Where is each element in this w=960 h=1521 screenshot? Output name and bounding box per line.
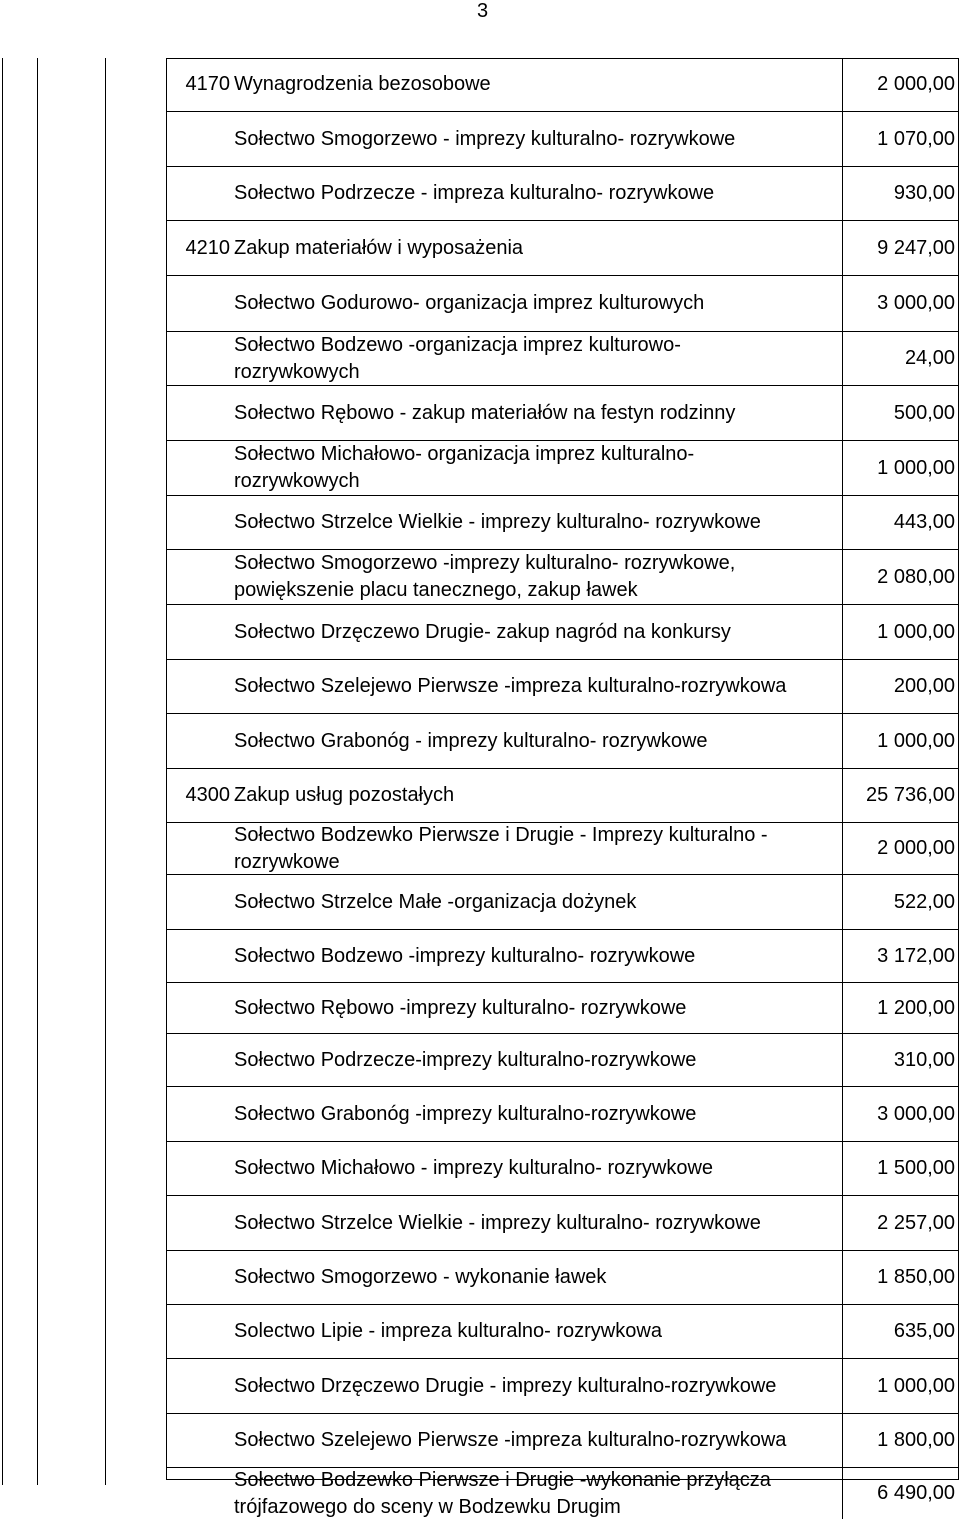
row-code: 4300 xyxy=(185,784,230,806)
table-row xyxy=(166,769,959,823)
page-number: 3 xyxy=(476,0,489,22)
row-amount: 3 000,00 xyxy=(877,1102,955,1125)
table-row xyxy=(166,550,959,605)
table-row xyxy=(166,660,959,714)
row-amount: 24,00 xyxy=(904,347,955,369)
row-amount: 200,00 xyxy=(893,675,955,697)
table-row xyxy=(166,58,959,112)
row-description-text: Sołectwo Bodzewko Pierwsze i Drugie - Imprezy kulturalno - rozrywkowe xyxy=(234,823,768,873)
row-description-text: Sołectwo Bodzewko Pierwsze i Drugie -wykonanie przyłącza trójfazowego do sceny w Bodzewku Drugim xyxy=(234,1468,771,1518)
row-description xyxy=(232,1468,843,1519)
table-row xyxy=(166,1414,959,1468)
row-description-text: Sołectwo Drzęczewo Drugie- zakup nagród na konkursy xyxy=(234,620,731,643)
row-description xyxy=(232,823,843,874)
row-description xyxy=(232,875,843,929)
table-row xyxy=(166,875,959,930)
row-amount: 3 172,00 xyxy=(877,944,955,967)
row-amount: 930,00 xyxy=(893,182,955,204)
row-description-text: Sołectwo Smogorzewo - imprezy kulturalno- rozrywkowe xyxy=(234,127,736,150)
row-description-text: Sołectwo Grabonóg -imprezy kulturalno-rozrywkowe xyxy=(234,1102,697,1125)
row-amount: 6 490,00 xyxy=(877,1482,955,1504)
table-row xyxy=(166,823,959,875)
row-description xyxy=(232,1359,843,1413)
row-amount: 443,00 xyxy=(893,511,955,533)
row-amount: 1 800,00 xyxy=(877,1429,955,1451)
table-row xyxy=(166,1034,959,1087)
table-row xyxy=(166,1468,959,1519)
row-amount: 1 000,00 xyxy=(877,456,955,479)
row-description-text: Sołectwo Strzelce Małe -organizacja dożynek xyxy=(234,890,637,913)
row-amount: 9 247,00 xyxy=(877,236,955,259)
row-description xyxy=(232,714,843,768)
row-amount: 1 000,00 xyxy=(877,620,955,643)
row-description-text: Sołectwo Szelejewo Pierwsze -impreza kulturalno-rozrywkowa xyxy=(234,1429,787,1451)
row-description xyxy=(232,1414,843,1467)
row-description-text: Sołectwo Smogorzewo - wykonanie ławek xyxy=(234,1266,607,1288)
table-row xyxy=(166,1359,959,1414)
row-code: 4170 xyxy=(185,73,230,95)
row-description xyxy=(232,221,843,275)
left-rule xyxy=(105,58,106,1485)
row-description-text: Sołectwo Drzęczewo Drugie - imprezy kulturalno-rozrywkowe xyxy=(234,1374,777,1397)
row-description xyxy=(232,496,843,549)
row-description xyxy=(232,386,843,440)
row-description xyxy=(232,58,843,111)
table-row xyxy=(166,1305,959,1359)
table-row xyxy=(166,1251,959,1305)
row-description xyxy=(232,550,843,604)
row-description-text: Sołectwo Podrzecze - impreza kulturalno- rozrywkowe xyxy=(234,182,715,204)
row-description xyxy=(232,660,843,713)
row-amount: 1 200,00 xyxy=(877,996,955,1019)
row-description xyxy=(232,1034,843,1086)
row-description xyxy=(232,983,843,1033)
row-description xyxy=(232,1196,843,1250)
row-amount: 2 257,00 xyxy=(877,1211,955,1234)
row-description-text: Sołectwo Grabonóg - imprezy kulturalno- rozrywkowe xyxy=(234,729,708,752)
table-row xyxy=(166,332,959,386)
row-amount: 1 850,00 xyxy=(877,1266,955,1288)
row-amount: 1 070,00 xyxy=(877,127,955,150)
row-amount: 2 000,00 xyxy=(877,73,955,95)
left-rule xyxy=(37,58,38,1485)
row-description-text: Sołectwo Rębowo - zakup materiałów na festyn rodzinny xyxy=(234,401,736,424)
row-description-text: Sołectwo Podrzecze-imprezy kulturalno-rozrywkowe xyxy=(234,1048,697,1071)
row-description xyxy=(232,1305,843,1358)
table-row xyxy=(166,441,959,496)
row-description-text: Sołectwo Strzelce Wielkie - imprezy kulturalno- rozrywkowe xyxy=(234,1211,761,1234)
row-amount: 522,00 xyxy=(893,890,955,913)
row-amount: 1 000,00 xyxy=(877,1374,955,1397)
row-amount: 2 000,00 xyxy=(877,837,955,859)
table-row xyxy=(166,930,959,983)
table-row xyxy=(166,1142,959,1196)
row-description xyxy=(232,112,843,166)
row-description xyxy=(232,441,843,495)
row-description-text: Solectwo Lipie - impreza kulturalno- rozrywkowa xyxy=(234,1320,662,1342)
table-row xyxy=(166,1087,959,1142)
left-rule xyxy=(2,58,3,1485)
row-description-text: Sołectwo Strzelce Wielkie - imprezy kulturalno- rozrywkowe xyxy=(234,511,761,533)
row-amount: 635,00 xyxy=(893,1320,955,1342)
row-amount: 3 000,00 xyxy=(877,292,955,314)
row-amount: 1 000,00 xyxy=(877,729,955,752)
row-amount: 500,00 xyxy=(893,401,955,424)
row-amount: 25 736,00 xyxy=(866,784,955,806)
row-description-text: Sołectwo Rębowo -imprezy kulturalno- rozrywkowe xyxy=(234,996,687,1019)
row-description-text: Sołectwo Szelejewo Pierwsze -impreza kulturalno-rozrywkowa xyxy=(234,675,787,697)
row-description-text: Sołectwo Godurowo- organizacja imprez kulturowych xyxy=(234,292,705,314)
table-row xyxy=(166,1196,959,1251)
row-code: 4210 xyxy=(185,236,230,259)
table-row xyxy=(166,496,959,550)
row-description-text: Zakup usług pozostałych xyxy=(234,784,455,806)
row-amount: 2 080,00 xyxy=(877,565,955,588)
row-description xyxy=(232,1251,843,1304)
table-row xyxy=(166,112,959,167)
table-row xyxy=(166,167,959,221)
row-description xyxy=(232,1142,843,1195)
row-description xyxy=(232,1087,843,1141)
row-description-text: Zakup materiałów i wyposażenia xyxy=(234,236,524,259)
budget-table xyxy=(166,58,959,1519)
table-row xyxy=(166,714,959,769)
row-amount: 1 500,00 xyxy=(877,1157,955,1179)
row-amount: 310,00 xyxy=(893,1048,955,1071)
row-description-text: Sołectwo Michałowo- organizacja imprez kulturalno- rozrywkowych xyxy=(234,443,695,492)
table-row xyxy=(166,605,959,660)
row-description xyxy=(232,332,843,385)
row-description-text: Sołectwo Michałowo - imprezy kulturalno- rozrywkowe xyxy=(234,1157,714,1179)
row-description xyxy=(232,605,843,659)
row-description xyxy=(232,769,843,822)
table-row xyxy=(166,983,959,1034)
row-description xyxy=(232,167,843,220)
row-description xyxy=(232,276,843,331)
row-description-text: Sołectwo Smogorzewo -imprezy kulturalno- rozrywkowe, powiększenie placu tanecznego, zakup ławek xyxy=(234,552,736,601)
table-row xyxy=(166,221,959,276)
row-description-text: Wynagrodzenia bezosobowe xyxy=(234,73,491,95)
row-description-text: Sołectwo Bodzewo -organizacja imprez kulturowo- rozrywkowych xyxy=(234,333,681,383)
row-description xyxy=(232,930,843,982)
row-description-text: Sołectwo Bodzewo -imprezy kulturalno- rozrywkowe xyxy=(234,944,696,967)
table-row xyxy=(166,276,959,332)
table-row xyxy=(166,386,959,441)
